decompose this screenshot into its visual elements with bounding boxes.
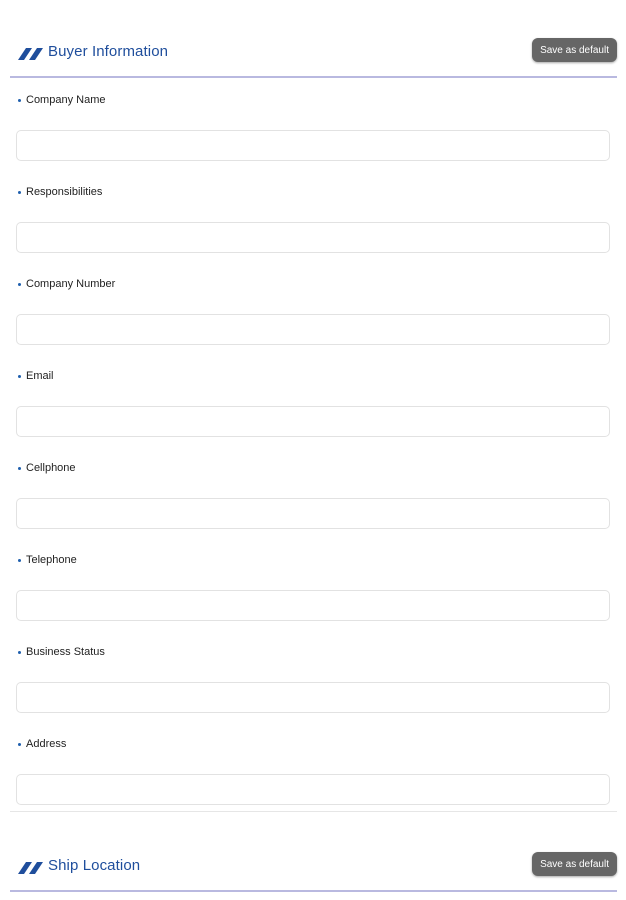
field-label-company-number: Company Number [18, 278, 115, 290]
field-label-address: Address [18, 738, 66, 750]
bullet [18, 467, 21, 470]
bullet [18, 283, 21, 286]
bullet [18, 99, 21, 102]
field-label-company-name: Company Name [18, 94, 105, 106]
double-slash-logo-icon [18, 860, 46, 874]
ship-section-header [10, 848, 617, 892]
field-label-business-status: Business Status [18, 646, 105, 658]
field-label-responsibilities: Responsibilities [18, 186, 102, 198]
cellphone-input[interactable] [16, 498, 610, 529]
bullet [18, 375, 21, 378]
field-label-email: Email [18, 370, 54, 382]
telephone-input[interactable] [16, 590, 610, 621]
email-input[interactable] [16, 406, 610, 437]
field-label-telephone: Telephone [18, 554, 77, 566]
bullet [18, 651, 21, 654]
business-status-input[interactable] [16, 682, 610, 713]
responsibilities-input[interactable] [16, 222, 610, 253]
bullet [18, 191, 21, 194]
section-title: Buyer Information [48, 43, 169, 60]
field-label-cellphone: Cellphone [18, 462, 76, 474]
company-number-input[interactable] [16, 314, 610, 345]
address-input[interactable] [16, 774, 610, 805]
company-name-input[interactable] [16, 130, 610, 161]
section-title: Ship Location [48, 857, 141, 874]
double-slash-logo-icon [18, 46, 46, 60]
section-divider [10, 811, 617, 812]
save-as-default-button[interactable]: Save as default [532, 852, 617, 876]
buyer-section-header [10, 34, 617, 78]
bullet [18, 559, 21, 562]
save-as-default-button[interactable]: Save as default [532, 38, 617, 62]
bullet [18, 743, 21, 746]
